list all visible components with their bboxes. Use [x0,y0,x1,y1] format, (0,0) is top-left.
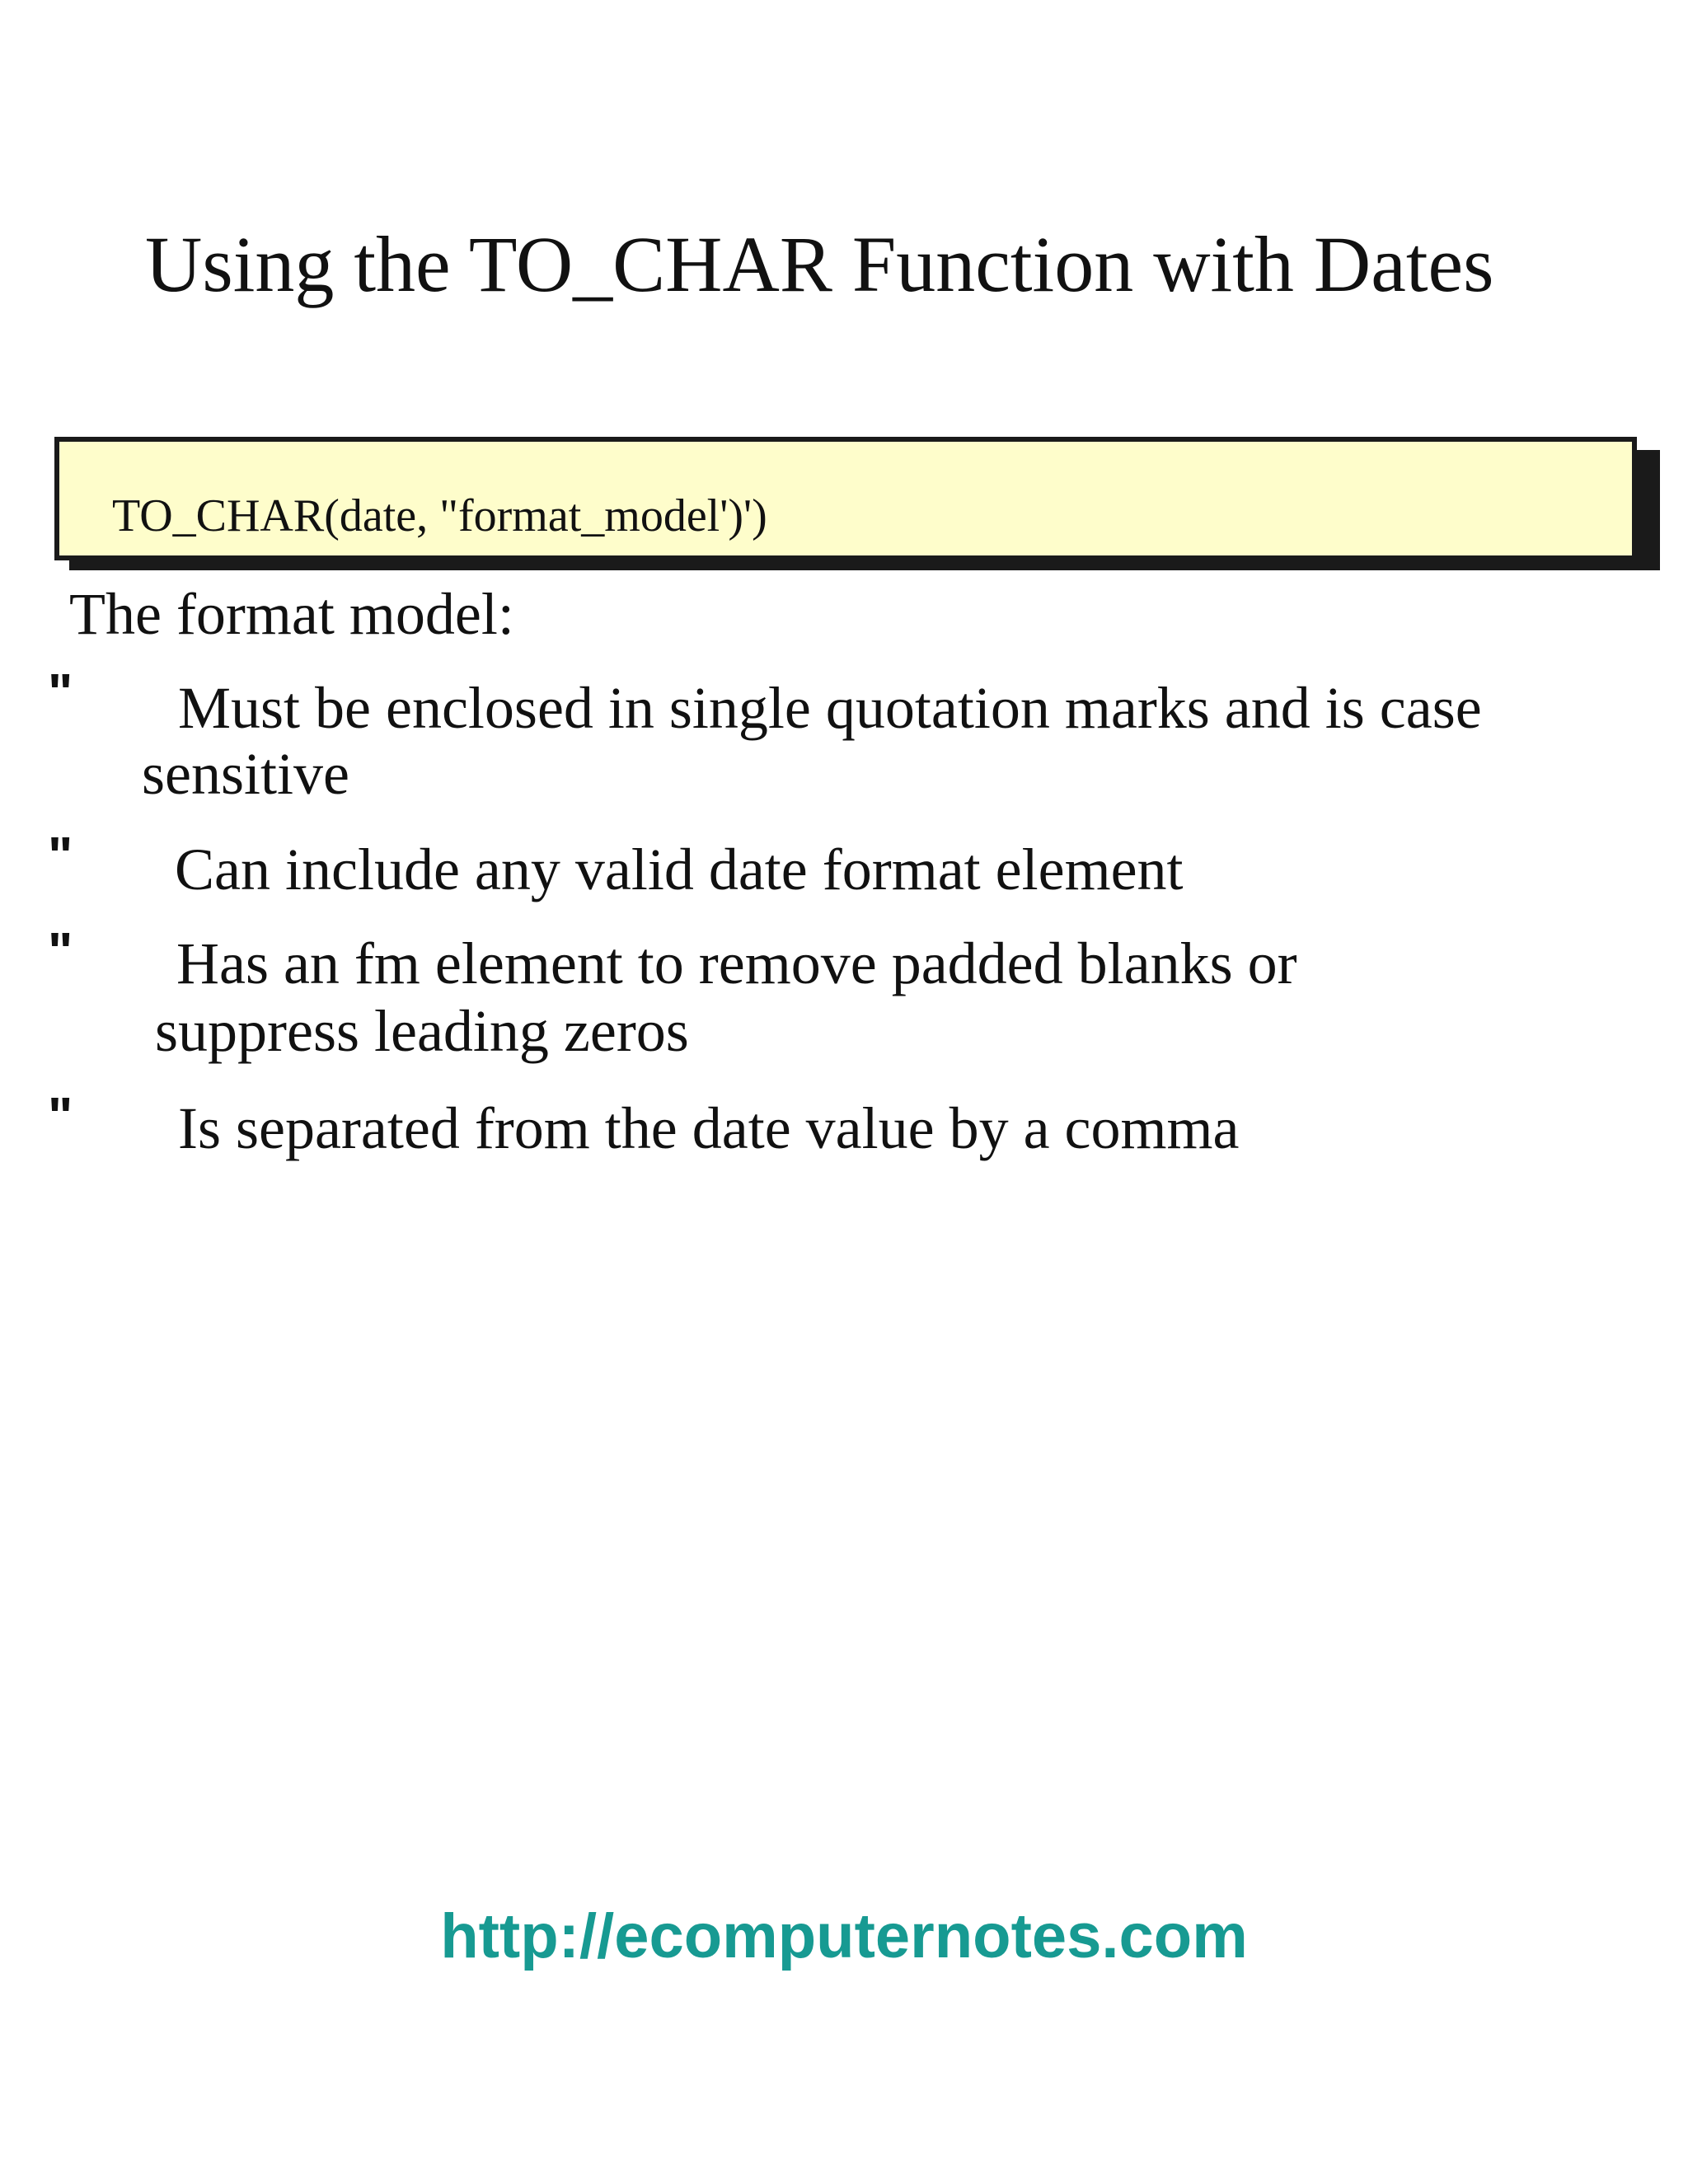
list-item-line: suppress leading zeros [155,998,689,1064]
bullet-glyph: " [48,826,73,885]
bullet-glyph: " [48,663,73,722]
bullet-glyph: " [48,921,73,981]
syntax-text: TO_CHAR(date, "format_model')') [112,490,767,541]
intro-text: The format model: [69,581,514,647]
list-item-line: Has an fm element to remove padded blanks or [176,930,1297,996]
list-item-line: sensitive [142,741,349,807]
list-item-line: Must be enclosed in single quotation marks and is case [178,675,1482,741]
bullet-glyph: " [48,1086,73,1146]
footer-link[interactable]: http://ecomputernotes.com [440,1901,1248,1971]
list-item-line: Can include any valid date format element [175,837,1184,902]
page-title: Using the TO_CHAR Function with Dates [145,220,1494,308]
list-item-line: Is separated from the date value by a comma [178,1095,1240,1161]
